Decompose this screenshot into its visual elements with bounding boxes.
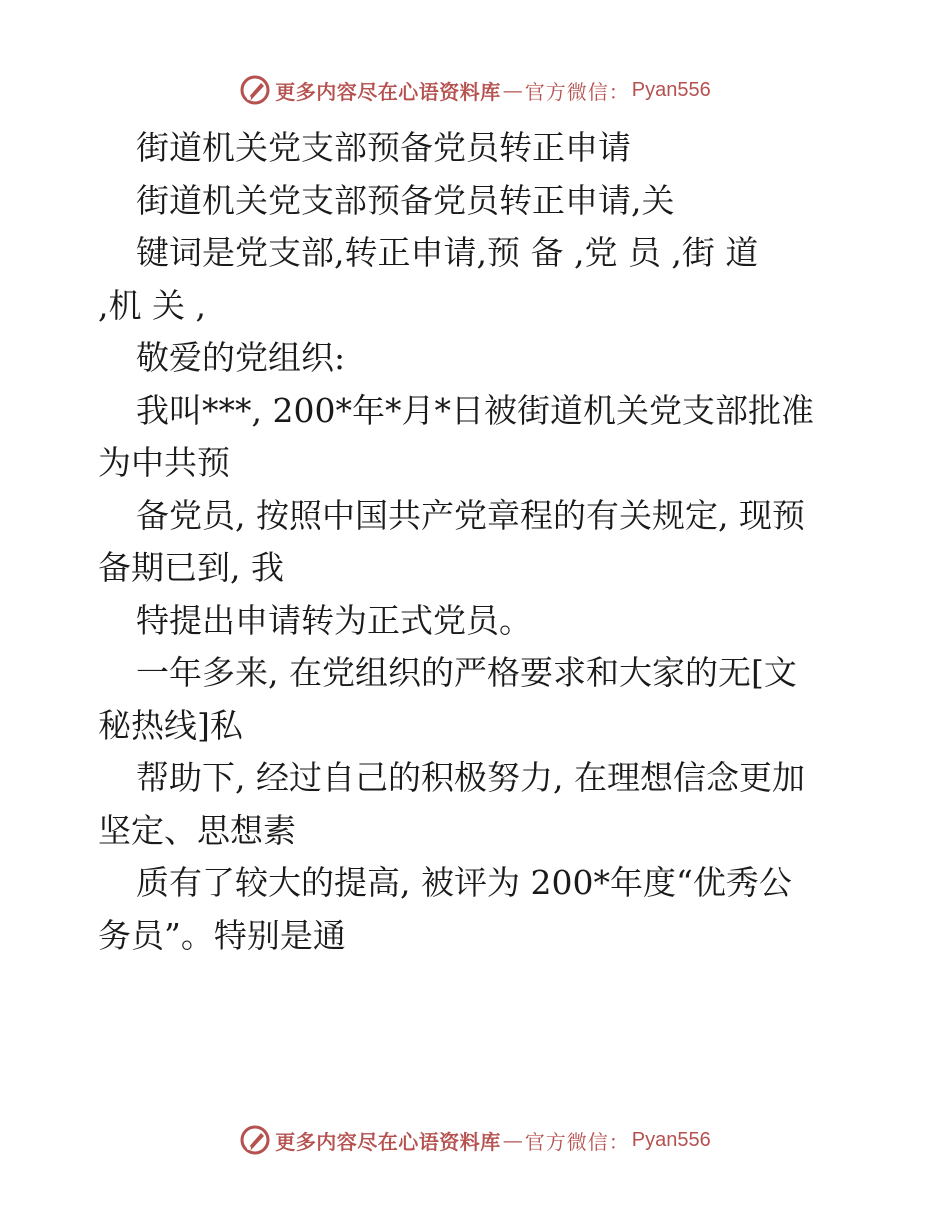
doc-line: 质有了较大的提高, 被评为 200*年度“优秀公	[136, 863, 792, 902]
doc-line: 我叫***, 200*年*月*日被街道机关党支部批准	[136, 390, 814, 430]
banner-site-text: 更多内容尽在心语资料库	[275, 1129, 501, 1154]
doc-line: 帮助下, 经过自己的积极努力, 在理想信念更加	[136, 758, 805, 797]
doc-line: 街道机关党支部预备党员转正申请,关	[136, 180, 675, 220]
banner-separator: —	[502, 1128, 523, 1152]
pen-in-circle-icon	[239, 74, 271, 106]
doc-salutation: 敬爱的党组织:	[136, 338, 346, 377]
banner-site-text: 更多内容尽在心语资料库	[275, 79, 501, 104]
banner-wechat-id: Pyan556	[631, 1128, 711, 1151]
doc-line: 键词是党支部,转正申请,预 备 ,党 员 ,街 道	[136, 233, 759, 272]
doc-line: 为中共预	[98, 443, 230, 482]
banner-separator: —	[502, 78, 523, 102]
footer-banner	[0, 1120, 950, 1160]
doc-line: 备党员, 按照中国共产党章程的有关规定, 现预	[136, 495, 805, 535]
doc-line: 一年多来, 在党组织的严格要求和大家的无[文	[136, 653, 797, 692]
doc-line: 秘热线]私	[98, 705, 243, 745]
doc-line: ,机 关 ,	[98, 285, 206, 325]
document-body	[98, 122, 858, 962]
doc-line: 特提出申请转为正式党员。	[136, 600, 532, 640]
banner-wechat-id: Pyan556	[631, 78, 711, 101]
banner-wechat-label: 官方微信：	[524, 79, 630, 104]
doc-line: 务员”。特别是通	[98, 915, 346, 955]
doc-line: 备期已到, 我	[98, 548, 284, 587]
doc-title: 街道机关党支部预备党员转正申请	[136, 128, 631, 167]
banner-wechat-label: 官方微信：	[524, 1129, 630, 1154]
pen-in-circle-icon	[239, 1124, 271, 1156]
doc-line: 坚定、思想素	[98, 810, 296, 850]
header-banner	[0, 70, 950, 110]
